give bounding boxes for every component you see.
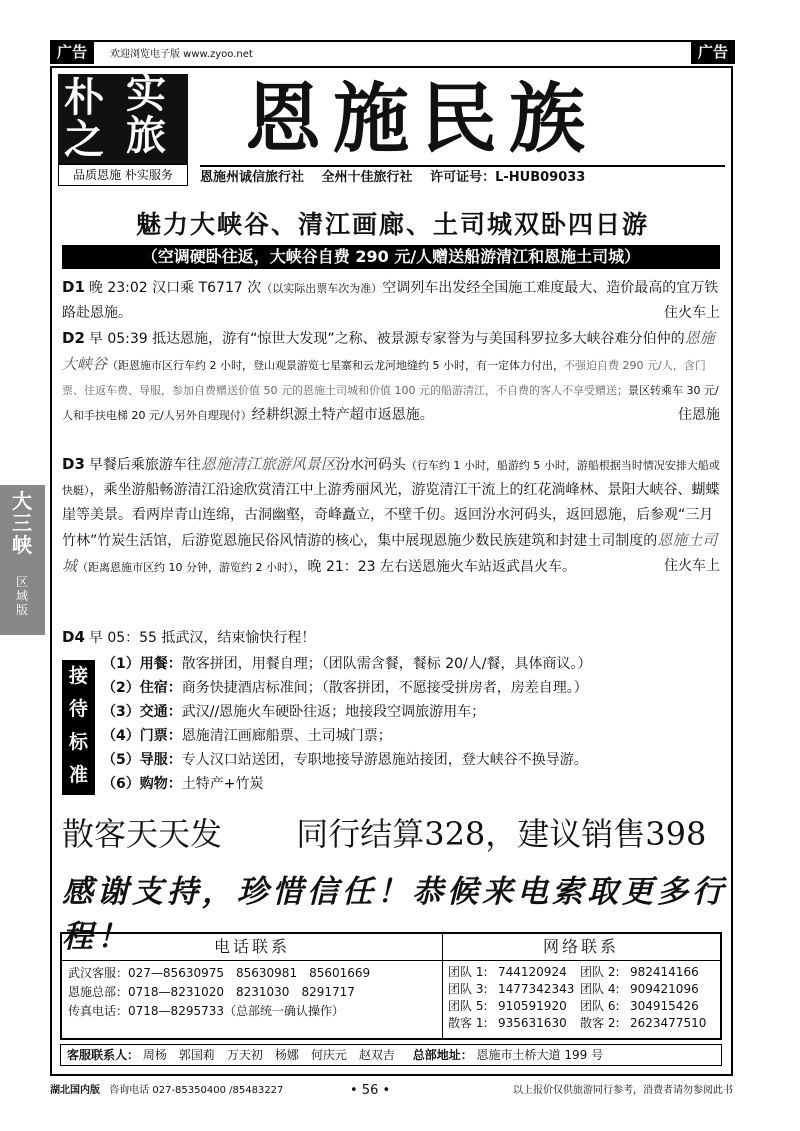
qq-row: 团队 5: 910591920 团队 6: 304915426 [448,999,699,1013]
net-contact-heading: 网络联系 [442,934,720,961]
hq-label: 总部地址： [412,1048,473,1062]
day-text: ，晚 21：23 左右送恩施火车站返武昌火车。 [293,559,577,575]
day-label: D2 [62,329,85,347]
day-label: D3 [62,455,85,473]
day-label: D4 [62,628,85,646]
logo-char-3: 之 [64,116,104,163]
list-item: （1）用餐：散客拼团，用餐自理；（团队需含餐，餐标 20/人/餐，具体商议。） [102,656,592,672]
day-3 [62,452,720,580]
qq-list [448,964,718,1032]
price-promo [62,812,722,856]
day-text: 早 05:39 抵达恩施，游有“惊世大发现”之称、被景源专家誉为与美国科罗拉多大峡谷难分伯仲的 [88,331,685,347]
promo-price: 同行结算328，建议销售398 [296,815,707,853]
agency-license: 许可证号：L-HUB09033 [430,170,586,185]
agency-line [200,165,725,189]
day-note-optional: 不强迫自费 290 元/人，含门票、往返车费、导服，参加自费赠送价值 50 元的恩施土司城和价值 100 元的船游清江，不自费的客人不享受赠送； [62,359,706,397]
standards-label-char: 接 [68,665,88,687]
phone-row: 传真电话：0718—8295733（总部统一确认操作） [68,1004,344,1018]
list-item: （4）门票：恩施清江画廊船票、土司城门票； [102,728,392,744]
day-2 [62,326,720,428]
route-note: （空调硬卧往返，大峡谷自费 290 元/人赠送船游清江和恩施土司城） [62,245,720,269]
day-stay: 住恩施 [678,407,720,423]
phone-row: 武汉客服：027—85630975 85630981 85601669 [68,966,371,980]
region-side-tab [0,485,45,635]
phone-row: 恩施总部：0718—8231020 8231030 8291717 [68,985,355,999]
kefu-names: 周杨 郭国莉 万天初 杨娜 何庆元 赵双吉 [142,1048,395,1062]
day-1 [62,275,720,326]
service-contacts [60,1044,722,1066]
day-note: 景区转乘车 30 元/人和手扶电梯 20 元/人另外自理现付） [62,384,719,422]
day-4 [62,625,720,651]
standards-label [62,660,95,795]
side-tab-sub: 区域版 [15,575,28,617]
day-text: 晚 23:02 汉口乘 T6717 次 [88,280,262,296]
promo-daily: 散客天天发 [62,815,223,853]
qq-row: 散客 1: 935631630 散客 2: 2623477510 [448,1016,707,1030]
standards-list [102,652,722,796]
list-item: （5）导服：专人汉口站送团，专职地接导游恩施站接团，登大峡谷不换导游。 [102,752,588,768]
standards-label-char: 标 [68,731,88,753]
footer-disclaimer: 以上报价仅供旅游同行参考，消费者请勿参阅此书 [513,1085,733,1096]
phone-list [68,964,370,1021]
scenic-highlight: 恩施清江旅游风景区 [200,455,336,473]
thanks-slogan: 感谢支持，珍惜信任！恭候来电索取更多行程！ [62,874,727,955]
qq-row: 团队 1: 744120924 团队 2: 982414166 [448,965,699,979]
list-item: （3）交通：武汉//恩施火车硬卧往返；地接段空调旅游用车； [102,704,486,720]
contact-box [60,932,722,1040]
day-note: （距恩施市区行车约 2 小时，登山观景游览七星寨和云龙河地缝约 5 小时，有一定体力付出， [107,359,564,372]
list-item: （2）住宿：商务快捷酒店标准间；（散客拼团，不愿接受拼房者，房差自理。） [102,680,588,696]
day-note: （行车约 1 小时，船游约 5 小时，游船根据当时情况安排大船或快艇） [62,459,720,497]
agency-name: 恩施州诚信旅行社 [200,170,305,185]
qq-row: 团队 3: 1477342343 团队 4: 909421096 [448,982,699,996]
day-label: D1 [62,278,85,296]
site-url[interactable]: 欢迎浏览电子版 www.zyoo.net [110,49,253,60]
day-text: ，乘坐游船畅游清江沿途欣赏清江中上游秀丽风光，游览清江干流上的红花淌峰林、景阳大峡谷、蝴蝶崖等美景。看两岸青山连绵，古洞幽壑，奇峰矗立，不壁千仞。返回汾水河码头，返回恩施，后参观“三月竹林”竹炭生活馆，后游览恩施民俗风情游的核心，集中展现恩施少数民族建筑和封建土司制度的 [62,482,720,549]
day-note: （以实际出票车次为准） [261,282,383,295]
day-text: 汾水河码头 [335,457,406,473]
hq-address: 恩施市土桥大道 199 号 [476,1048,604,1062]
logo-char-4: 旅 [126,112,166,159]
day-note: （距离恩施市区约 10 分钟，游览约 2 小时） [77,561,294,574]
day-text: 经耕织源土特产超市返恩施。 [251,407,434,423]
side-tab-name: 大三峡 [12,489,32,557]
day-stay: 住火车上 [664,305,720,321]
phone-contact-heading: 电话联系 [62,934,443,961]
page-number: • 56 • [350,1083,391,1098]
scenic-highlight: 恩施土司城 [62,531,718,575]
agency-award: 全州十佳旅行社 [321,170,413,185]
day-text: 早 05：55 抵武汉，结束愉快行程！ [88,630,316,646]
day-text: 早餐后乘旅游车往 [88,457,201,473]
standards-label-char: 准 [68,764,88,786]
standards-label-char: 待 [68,698,88,720]
ad-tag-left: 广告 [50,40,94,64]
page-title: 恩施民族 [245,74,597,163]
logo-slogan: 品质恩施 朴实服务 [58,164,188,186]
day-text: 空调列车出发经全国施工难度最大、造价最高的宜万铁路赴恩施。 [62,280,719,321]
brand-logo [58,70,188,186]
page-footer [50,1084,733,1098]
kefu-label: 客服联系人： [67,1048,140,1062]
route-title: 魅力大峡谷、清江画廊、土司城双卧四日游 [135,210,649,239]
ad-tag-right: 广告 [691,40,735,64]
logo-char-1: 朴 [64,74,104,121]
logo-char-2: 实 [126,70,166,117]
footer-phone: 咨询电话 027-85350400 /85483227 [109,1085,284,1096]
scenic-highlight: 恩施大峡谷 [62,329,715,373]
footer-edition: 湖北国内版 [50,1085,100,1096]
day-stay: 住火车上 [664,558,720,574]
list-item: （6）购物：土特产+竹炭 [102,776,264,792]
